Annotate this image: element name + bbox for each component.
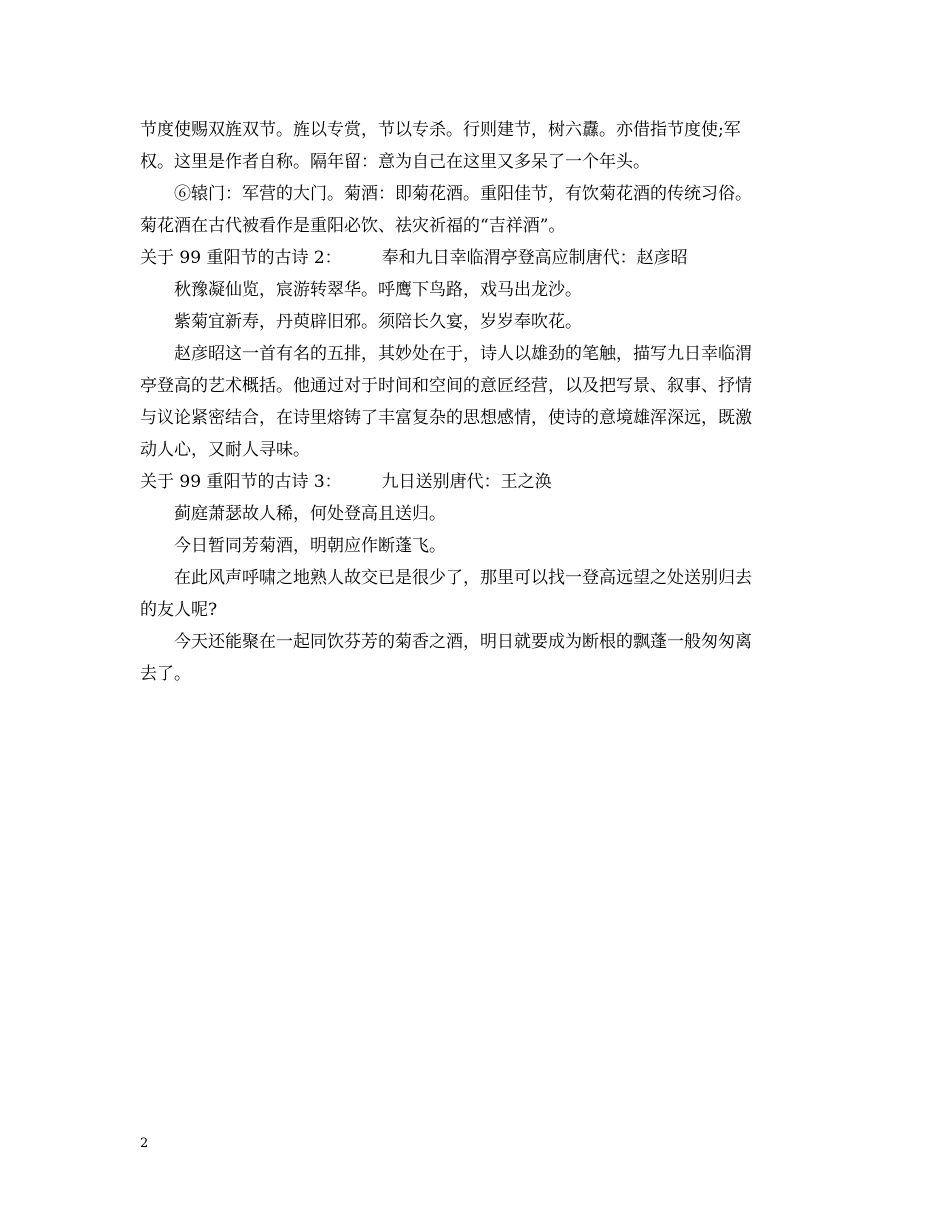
paragraph-line: ⑥辕门：军营的大门。菊酒：即菊花酒。重阳佳节，有饮菊花酒的传统习俗。 — [174, 184, 752, 204]
poem-3-translation-line: 的友人呢? — [140, 600, 218, 620]
poem-2-commentary-line: 亭登高的艺术概括。他通过对于时间和空间的意匠经营，以及把写景、叙事、抒情 — [140, 376, 752, 396]
paragraph-line: 节度使赐双旌双节。旌以专赏，节以专杀。行则建节，树六纛。亦借指节度使;军 — [140, 120, 741, 140]
document-body — [140, 114, 810, 690]
poem-3-translation-line: 在此风声呼啸之地熟人故交已是很少了，那里可以找一登高远望之处送别归去 — [174, 568, 752, 588]
poem-3-verse: 蓟庭萧瑟故人稀，何处登高且送归。 — [174, 504, 446, 524]
poem-2-heading-label: 关于 99 重阳节的古诗 2： — [140, 248, 342, 268]
poem-3-heading-title: 九日送别唐代：王之涣 — [381, 472, 552, 492]
poem-2-commentary-line: 与议论紧密结合，在诗里熔铸了丰富复杂的思想感情，使诗的意境雄浑深远，既激 — [140, 408, 752, 428]
poem-3-heading-label: 关于 99 重阳节的古诗 3： — [140, 472, 342, 492]
poem-2-verse: 紫菊宜新寿，丹萸辟旧邪。须陪长久宴，岁岁奉吹花。 — [174, 312, 582, 332]
poem-3-translation-line: 今天还能聚在一起同饮芬芳的菊香之酒，明日就要成为断根的飘蓬一般匆匆离 — [174, 632, 752, 652]
poem-3-verse: 今日暂同芳菊酒，明朝应作断蓬飞。 — [174, 536, 446, 556]
poem-2-heading — [140, 242, 810, 274]
poem-3-heading — [140, 466, 810, 498]
poem-2-commentary-line: 赵彦昭这一首有名的五排，其妙处在于，诗人以雄劲的笔触，描写九日幸临渭 — [174, 344, 752, 364]
page-number: 2 — [140, 1136, 149, 1151]
paragraph-line: 权。这里是作者自称。隔年留：意为自己在这里又多呆了一个年头。 — [140, 152, 650, 172]
poem-3-translation-line: 去了。 — [140, 664, 191, 684]
paragraph-line: 菊花酒在古代被看作是重阳必饮、祛灾祈福的“吉祥酒”。 — [140, 216, 566, 236]
poem-2-verse: 秋豫凝仙览，宸游转翠华。呼鹰下鸟路，戏马出龙沙。 — [174, 280, 582, 300]
poem-2-commentary-line: 动人心，又耐人寻味。 — [140, 440, 310, 460]
poem-2-heading-title: 奉和九日幸临渭亭登高应制唐代：赵彦昭 — [381, 248, 688, 268]
